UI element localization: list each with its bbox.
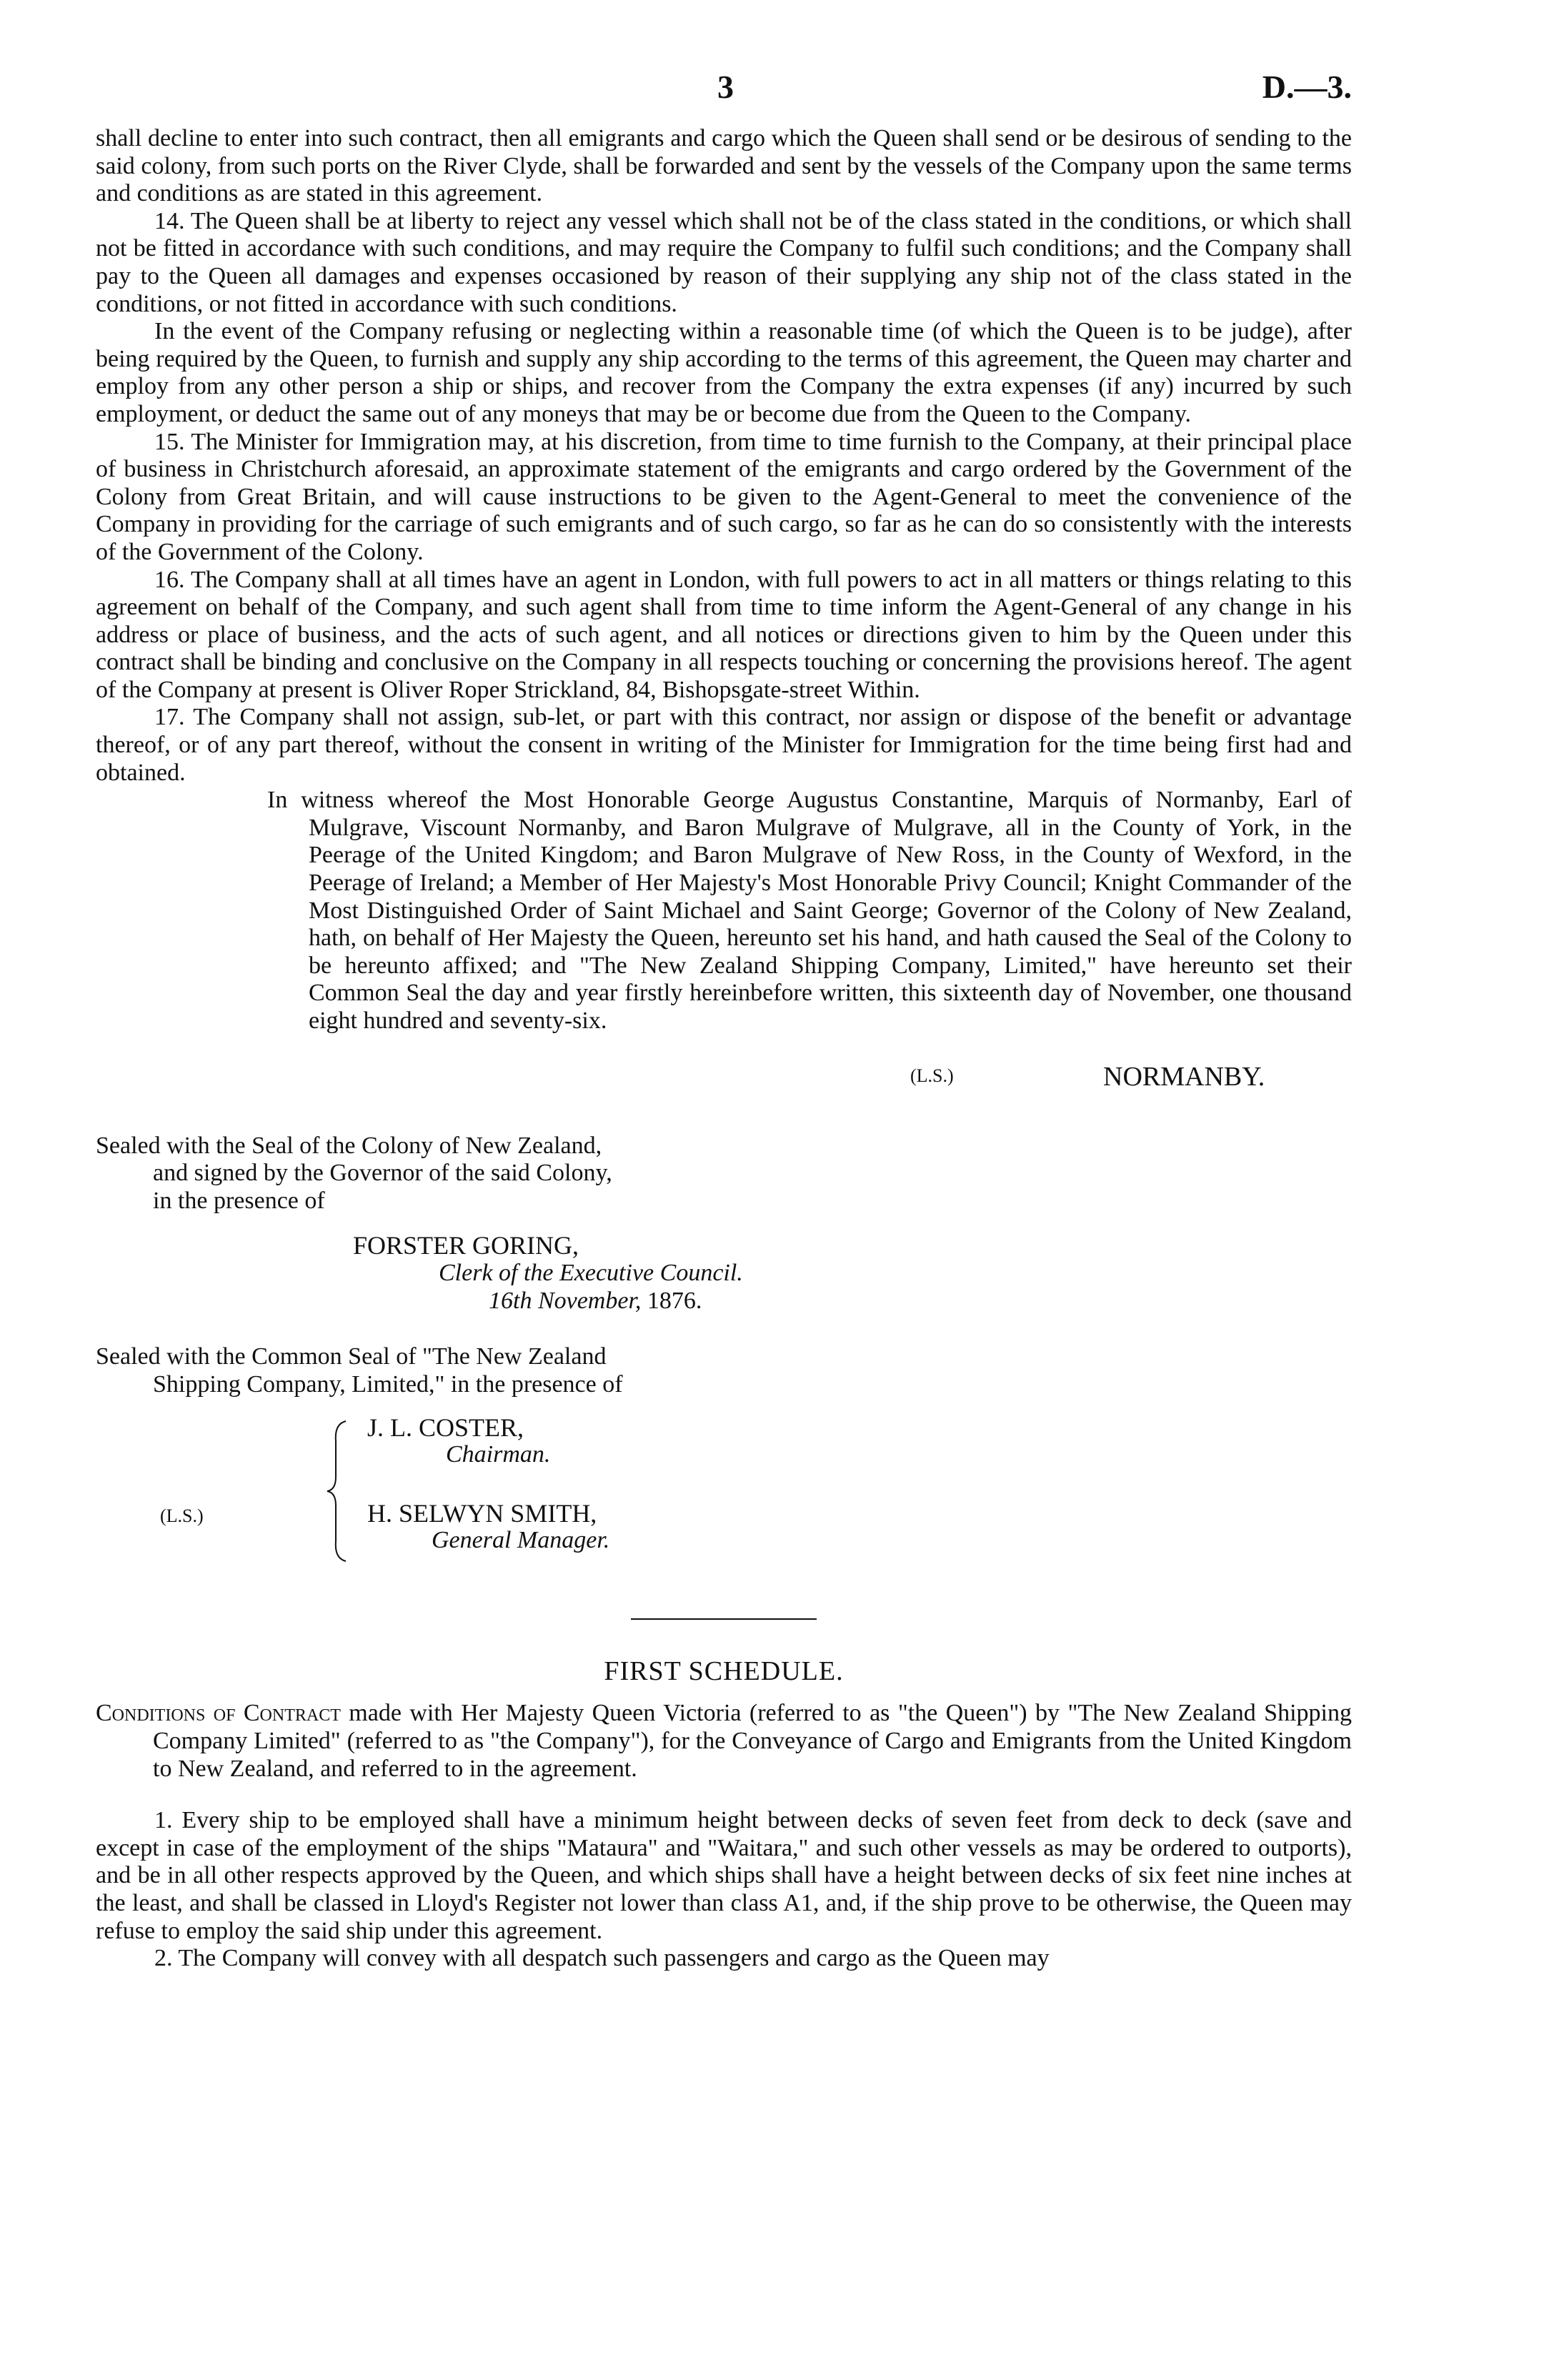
- seal-line-2: and signed by the Governor of the said Colony,: [153, 1160, 612, 1187]
- company-seal-line-1: Sealed with the Common Seal of "The New Zealand: [96, 1343, 607, 1370]
- clause-16: 16. The Company shall at all times have an agent in London, with full powers to act in all matters or things relating to this agreement on behalf of the Company, and such agent shall from time to time inform the Agent-General of any change in his address or place of business, and the acts of such agent, and all notices or directions given to him by the Queen under this contract shall be binding and conclusive on the Company in all respects touching or concerning the provisions hereof. The agent of the Company at present is Oliver Roper Strickland, 84, Bishopsgate-street Within.: [96, 566, 1352, 703]
- clerk-name: FORSTER GORING,: [353, 1231, 579, 1260]
- date-year: 1876.: [641, 1287, 702, 1314]
- manager-title: General Manager.: [432, 1527, 610, 1554]
- normanby-signature: [96, 1061, 1352, 1111]
- clerk-attestation: [96, 1232, 1352, 1315]
- page-header: [96, 68, 1352, 125]
- paragraph-continuation: shall decline to enter into such contract, then all emigrants and cargo which the Queen shall send or be desirous of sending to the said colony, from such ports on the River Clyde, shall be forwarded and sent by the vessels of the Company upon the same terms and conditions as are stated in this agreement.: [96, 125, 1352, 207]
- date-day-month: 16th November,: [489, 1287, 642, 1314]
- page-number: 3: [717, 69, 734, 105]
- schedule-title: FIRST SCHEDULE.: [604, 1656, 844, 1687]
- seal-line-1: Sealed with the Seal of the Colony of New Zealand,: [96, 1132, 602, 1159]
- condition-1: 1. Every ship to be employed shall have a minimum height between decks of seven feet from deck to deck (save and except in case of the employment of the ships "Mataura" and "Waitara," and such other vessels as may be ordered to outports), and be in all other respects approved by the Queen, and which ships shall have a height between decks of six feet nine inches at the least, and shall be classed in Lloyd's Register not lower than class A1, and, if the ship prove to be otherwise, the Queen may refuse to employ the said ship under this agreement.: [96, 1807, 1352, 1944]
- clause-14-continued: In the event of the Company refusing or neglecting within a reasonable time (of which the Queen is to be judge), after being required by the Queen, to furnish and supply any ship according to the terms of this agreement, the Queen may charter and employ from any other person a ship or ships, and recover from the Company the extra expenses (if any) incurred by such employment, or deduct the same out of any moneys that may be or become due from the Queen to the Company.: [96, 318, 1352, 427]
- witness-clause: In witness whereof the Most Honorable George Augustus Constantine, Marquis of Normanby, Earl of Mulgrave, Viscount Normanby, and Baron Mulgrave of Mulgrave, all in the County of York, in the Peerage of the United Kingdom; and Baron Mulgrave of New Ross, in the County of Wexford, in the Peerage of Ireland; a Member of Her Majesty's Most Honorable Privy Council; Knight Commander of the Most Distinguished Order of Saint Michael and Saint George; Governor of the Colony of New Zealand, hath, on behalf of Her Majesty the Queen, hereunto set his hand, and hath caused the Seal of the Colony to be hereunto affixed; and "The New Zealand Shipping Company, Limited," have hereunto set their Common Seal the day and year firstly hereinbefore written, this sixteenth day of November, one thousand eight hundred and seventy-six.: [267, 787, 1352, 1034]
- conditions-lead: Conditions of Contract: [96, 1700, 341, 1727]
- company-seal-mark: (L.S.): [160, 1505, 204, 1527]
- chairman-name: J. L. COSTER,: [367, 1413, 524, 1443]
- company-seal-statement: [96, 1343, 1352, 1398]
- clerk-title: Clerk of the Executive Council.: [439, 1259, 743, 1286]
- document-page: [96, 68, 1352, 1973]
- document-reference: D.—3.: [1262, 69, 1352, 105]
- condition-2: 2. The Company will convey with all despatch such passengers and cargo as the Queen may: [154, 1945, 1050, 1972]
- seal-line-3: in the presence of: [153, 1187, 325, 1214]
- manager-name: H. SELWYN SMITH,: [367, 1499, 597, 1528]
- signatory-name: NORMANBY.: [1103, 1061, 1265, 1092]
- company-seal-line-2: Shipping Company, Limited," in the presence of: [153, 1370, 623, 1398]
- colony-seal-statement: [96, 1132, 1352, 1215]
- clause-14: 14. The Queen shall be at liberty to reject any vessel which shall not be of the class stated in the conditions, or which shall not be fitted in accordance with such conditions, and may require the Company to fulfil such conditions; and the Company shall pay to the Queen all damages and expenses occasioned by reason of their supplying any ship not of the class stated in the conditions, or not fitted in accordance with such conditions.: [96, 207, 1352, 317]
- clause-15: 15. The Minister for Immigration may, at his discretion, from time to time furnish to the Company, at their principal place of business in Christchurch aforesaid, an approximate statement of the emigrants and cargo ordered by the Government of the Colony from Great Britain, and will cause instructions to be given to the Agent-General to meet the convenience of the Company in providing for the carriage of such emigrants and of such cargo, so far as he can do so consistently with the interests of the Government of the Colony.: [96, 428, 1352, 565]
- brace-icon: [324, 1420, 353, 1563]
- conditions-text: made with Her Majesty Queen Victoria (referred to as "the Queen") by "The New Zealand Shipping Company Limited" (referred to as "the Company"), for the Conveyance of Cargo and Emigrants from the United Kingdom to New Zealand, and referred to in the agreement.: [153, 1700, 1352, 1782]
- section-divider: [631, 1618, 817, 1620]
- clause-17: 17. The Company shall not assign, sub-let, or part with this contract, nor assign or dispose of the benefit or advantage thereof, or of any part thereof, without the consent in writing of the Minister for Immigration for the time being first had and obtained.: [96, 704, 1352, 786]
- chairman-title: Chairman.: [446, 1441, 551, 1468]
- conditions-intro: [96, 1700, 1352, 1783]
- attestation-date: [489, 1288, 1352, 1315]
- seal-mark: (L.S.): [910, 1065, 954, 1086]
- company-signatures: [96, 1405, 1352, 1577]
